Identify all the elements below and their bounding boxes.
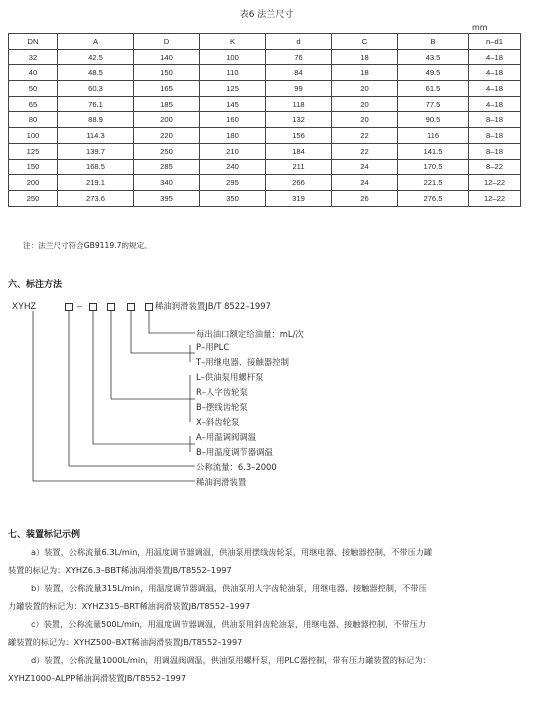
table-cell: 4–18 [469, 49, 521, 65]
table-cell: 110 [200, 65, 266, 81]
table-cell: 61.5 [398, 81, 469, 97]
desc-cycloid-pump: B–摆线齿轮泵 [196, 402, 248, 412]
table-cell: 20 [332, 96, 398, 112]
header-cell: d [266, 34, 332, 50]
leader-line-control [131, 311, 195, 353]
table-cell: 4–18 [469, 81, 521, 97]
table-note: 注：法兰尺寸符合GB9119.7的规定。 [23, 241, 152, 250]
table-cell: 185 [134, 96, 200, 112]
table-cell: 76 [266, 49, 332, 65]
table-cell: 40 [9, 65, 58, 81]
table-cell: 42.5 [58, 49, 134, 65]
example-c-line1: c）装置，公称流量500L/min，用温度调节器调温，供油泵用斜齿轮油泵，用继电器、接触器控制，不带压力 [31, 619, 426, 629]
table-cell: 168.5 [58, 159, 134, 175]
desc-plc: P–用PLC [196, 342, 230, 352]
header-cell: C [332, 34, 398, 50]
table-cell: 24 [332, 175, 398, 191]
header-cell: DN [9, 34, 58, 50]
table-cell: 84 [266, 65, 332, 81]
table-cell: 88.9 [58, 112, 134, 128]
leader-line-oil-amount [149, 311, 195, 333]
table-cell: 24 [332, 159, 398, 175]
table-cell: 285 [134, 159, 200, 175]
table-cell: 8–18 [469, 112, 521, 128]
table-cell: 210 [200, 143, 266, 159]
desc-relay: T–用继电器、接触器控制 [196, 357, 290, 367]
table-cell: 250 [9, 190, 58, 206]
leader-line-prefix [33, 311, 195, 481]
table-cell: 8–22 [469, 159, 521, 175]
leader-line-flow [69, 311, 195, 466]
header-cell: n–d1 [469, 34, 521, 50]
table-cell: 200 [9, 175, 58, 191]
table-title: 表6 法兰尺寸 [239, 10, 294, 20]
table-cell: 132 [266, 112, 332, 128]
section-heading-examples: 七、装置标记示例 [8, 530, 81, 540]
header-cell: B [398, 34, 469, 50]
table-cell: 125 [9, 143, 58, 159]
table-cell: 395 [134, 190, 200, 206]
table-cell: 170.5 [398, 159, 469, 175]
table-cell: 165 [134, 81, 200, 97]
desc-regulator-temp: B–用温度调节器调温 [196, 447, 273, 457]
example-d-line2: XYHZ1000–ALPP稀油润滑装置JB/T8552–1997 [8, 673, 187, 683]
table-cell: 22 [332, 143, 398, 159]
table-cell: 273.6 [58, 190, 134, 206]
table-cell: 140 [134, 49, 200, 65]
leader-line-temp [93, 311, 195, 444]
table-cell: 145 [200, 96, 266, 112]
desc-valve-temp: A–用温调阀调温 [196, 432, 257, 442]
table-cell: 20 [332, 81, 398, 97]
table-cell: 139.7 [58, 143, 134, 159]
table-cell: 220 [134, 128, 200, 144]
table-cell: 219.1 [58, 175, 134, 191]
table-cell: 60.3 [58, 81, 134, 97]
table-cell: 4–18 [469, 96, 521, 112]
table-cell: 350 [200, 190, 266, 206]
table-cell: 8–18 [469, 128, 521, 144]
header-cell: D [134, 34, 200, 50]
leader-line-pump [111, 311, 195, 399]
table-cell: 250 [134, 143, 200, 159]
table-cell: 160 [200, 112, 266, 128]
table-cell: 43.5 [398, 49, 469, 65]
table-cell: 65 [9, 96, 58, 112]
table-cell: 118 [266, 96, 332, 112]
desc-herringbone-pump: R–人字齿轮泵 [196, 387, 248, 397]
example-b-line2: 力罐装置的标记为：XYHZ315–BRT稀油润滑装置JB/T8552–1997 [8, 601, 251, 611]
table-cell: 319 [266, 190, 332, 206]
table-cell: 8–18 [469, 143, 521, 159]
table-cell: 141.5 [398, 143, 469, 159]
table-cell: 221.5 [398, 175, 469, 191]
table-cell: 200 [134, 112, 200, 128]
table-cell: 99 [266, 81, 332, 97]
example-b-line1: b）装置，公称流量315L/min，用温度调节器调温，供油泵用人字齿轮油泵，用继电器、接触器控制，不带压 [31, 583, 427, 593]
table-cell: 48.5 [58, 65, 134, 81]
table-cell: 156 [266, 128, 332, 144]
table-cell: 211 [266, 159, 332, 175]
section-heading-marking-method: 六、标注方法 [8, 280, 63, 290]
table-cell: 114.3 [58, 128, 134, 144]
table-cell: 18 [332, 65, 398, 81]
table-cell: 49.5 [398, 65, 469, 81]
table-cell: 20 [332, 112, 398, 128]
header-cell: K [200, 34, 266, 50]
table-cell: 116 [398, 128, 469, 144]
desc-oil-amount: 每出油口额定给油量：mL/次 [196, 329, 304, 339]
table-cell: 80 [9, 112, 58, 128]
table-cell: 266 [266, 175, 332, 191]
example-a-line1: a）装置，公称流量6.3L/min，用温度调节器调温，供油泵用摆线齿轮泵，用继电器、接触器控制，不带压力罐 [31, 547, 433, 557]
table-cell: 150 [9, 159, 58, 175]
table-cell: 240 [200, 159, 266, 175]
table-cell: 76.1 [58, 96, 134, 112]
table-cell: 125 [200, 81, 266, 97]
table-cell: 184 [266, 143, 332, 159]
desc-screw-pump: L–供油泵用螺杆泵 [196, 372, 264, 382]
table-cell: 90.5 [398, 112, 469, 128]
standard-number: 稀油润滑装置JB/T 8522–1997 [155, 301, 271, 311]
example-d-line1: d）装置，公称流量1000L/min，用调温阀调温，供油泵用螺杆泵，用PLC器控制，带有压力罐装置的标记为： [31, 655, 431, 665]
table-cell: 180 [200, 128, 266, 144]
desc-nominal-flow: 公称流量：6.3–2000 [196, 462, 277, 472]
example-a-line2: 装置的标记为：XYHZ6.3–BBT稀油润滑装置JB/T8552–1997 [8, 565, 232, 575]
table-cell: 77.5 [398, 96, 469, 112]
table-cell: 100 [9, 128, 58, 144]
table-cell: 50 [9, 81, 58, 97]
table-cell: 18 [332, 49, 398, 65]
table-cell: 100 [200, 49, 266, 65]
table-cell: 295 [200, 175, 266, 191]
table-cell: 4–18 [469, 65, 521, 81]
table-cell: 150 [134, 65, 200, 81]
header-cell: A [58, 34, 134, 50]
table-cell: 12–22 [469, 190, 521, 206]
table-cell: 12–22 [469, 175, 521, 191]
desc-helical-pump: X–斜齿轮泵 [196, 417, 240, 427]
table-cell: 26 [332, 190, 398, 206]
table-unit: mm [472, 23, 488, 32]
table-cell: 22 [332, 128, 398, 144]
example-c-line2: 罐装置的标记为：XYHZ500–BXT稀油润滑装置JB/T8552–1997 [8, 637, 243, 647]
table-cell: 340 [134, 175, 200, 191]
table-cell: 276.5 [398, 190, 469, 206]
table-cell: 32 [9, 49, 58, 65]
code-prefix: XYHZ [12, 301, 37, 311]
code-dash: – [77, 301, 83, 311]
desc-device-name: 稀油润滑装置 [196, 477, 247, 487]
